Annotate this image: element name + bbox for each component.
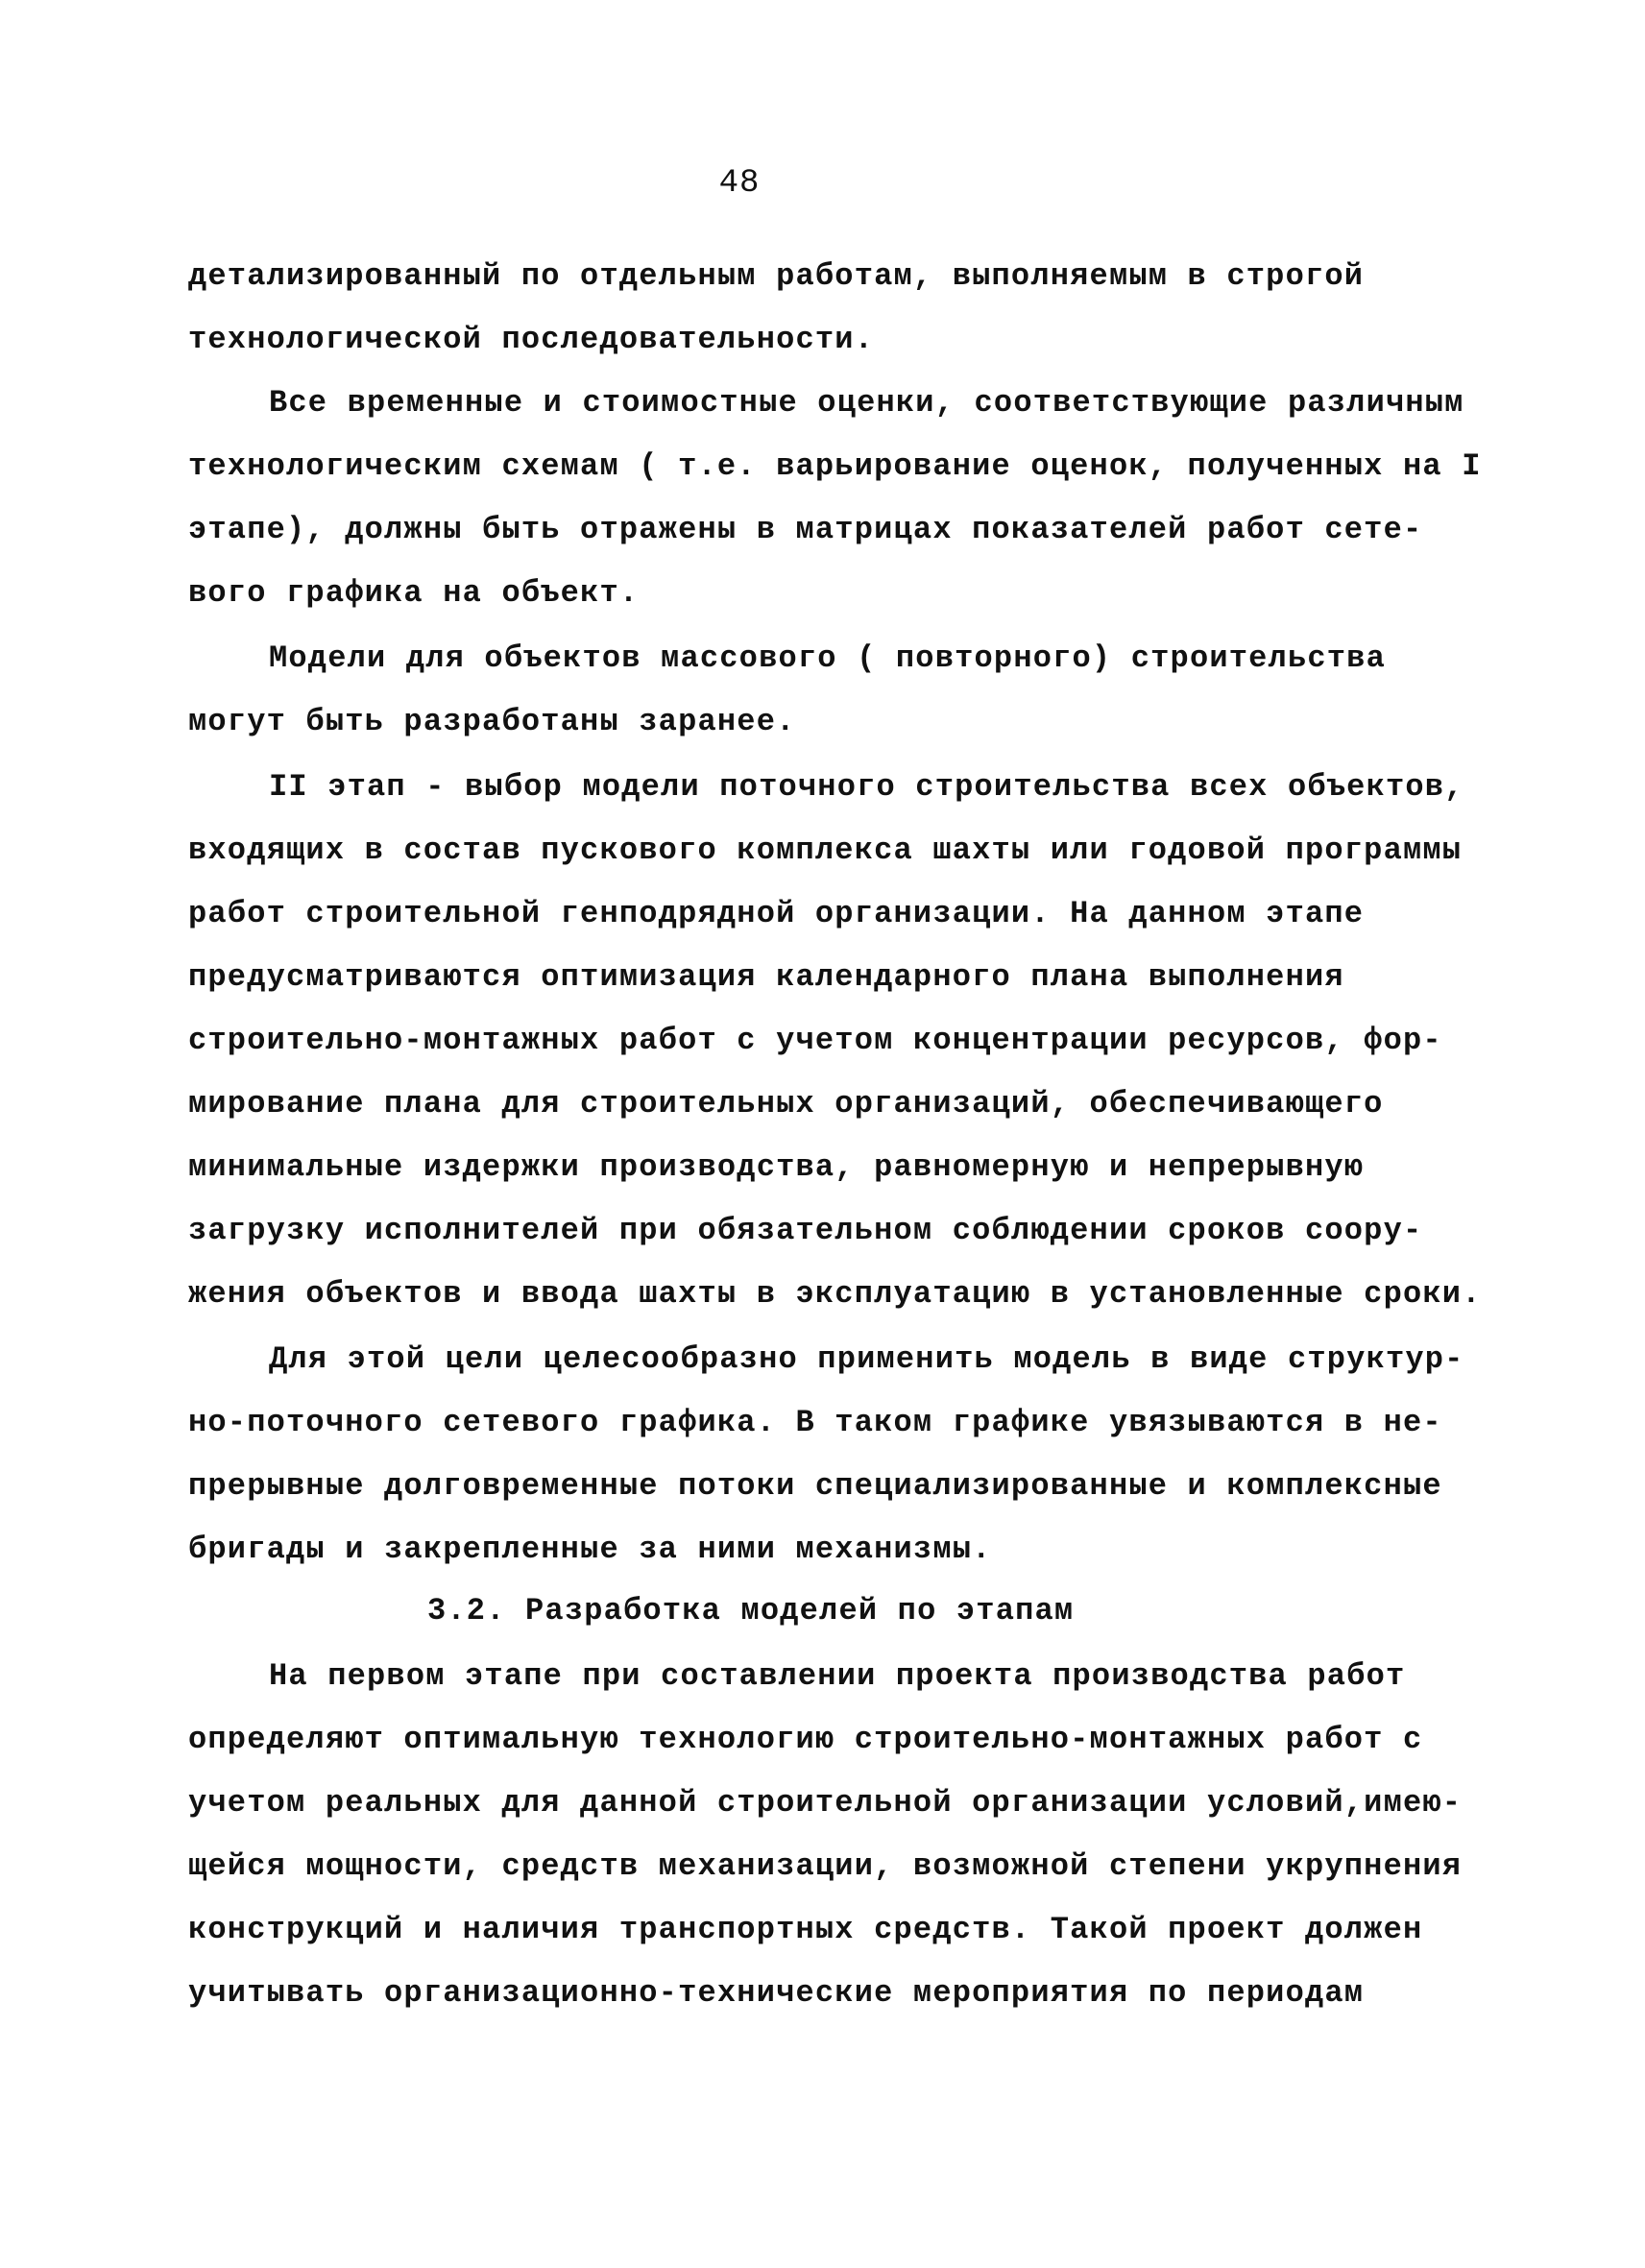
text-line: определяют оптимальную технологию строительно-монтажных работ с <box>188 1722 1423 1757</box>
text-line: предусматриваются оптимизация календарного плана выполнения <box>188 959 1344 995</box>
text-line: жения объектов и ввода шахты в эксплуатацию в установленные сроки. <box>188 1276 1482 1312</box>
text-line: могут быть разработаны заранее. <box>188 704 796 739</box>
text-line: детализированный по отдельным работам, выполняемым в строгой <box>188 258 1365 294</box>
text-line: технологическим схемам ( т.е. варьирование оценок, полученных на I <box>188 448 1482 484</box>
text-line: вого графика на объект. <box>188 575 640 611</box>
text-line: Для этой цели целесообразно применить модель в виде структур- <box>269 1341 1464 1377</box>
text-line: Модели для объектов массового ( повторного) строительства <box>269 640 1386 676</box>
text-line: строительно-монтажных работ с учетом концентрации ресурсов, фор- <box>188 1023 1442 1058</box>
text-line: минимальные издержки производства, равномерную и непрерывную <box>188 1149 1365 1185</box>
text-line: бригады и закрепленные за ними механизмы. <box>188 1532 992 1567</box>
text-line: II этап - выбор модели поточного строительства всех объектов, <box>269 769 1464 805</box>
text-line: этапе), должны быть отражены в матрицах показателей работ сете- <box>188 512 1423 547</box>
text-line: мирование плана для строительных организаций, обеспечивающего <box>188 1086 1384 1122</box>
text-line: конструкций и наличия транспортных средств. Такой проект должен <box>188 1912 1423 1947</box>
text-line: прерывные долговременные потоки специализированные и комплексные <box>188 1468 1442 1504</box>
text-line: учитывать организационно-технические мероприятия по периодам <box>188 1975 1365 2011</box>
text-line: загрузку исполнителей при обязательном соблюдении сроков соору- <box>188 1213 1423 1248</box>
text-line: технологической последовательности. <box>188 322 875 357</box>
text-line: работ строительной генподрядной организации. На данном этапе <box>188 896 1365 931</box>
text-line: учетом реальных для данной строительной организации условий,имею- <box>188 1785 1463 1821</box>
text-line: щейся мощности, средств механизации, возможной степени укрупнения <box>188 1848 1463 1884</box>
section-heading: 3.2. Разработка моделей по этапам <box>427 1593 1075 1629</box>
text-line: На первом этапе при составлении проекта производства работ <box>269 1658 1406 1694</box>
text-line: Все временные и стоимостные оценки, соответствующие различным <box>269 385 1464 421</box>
text-line: но-поточного сетевого графика. В таком графике увязываются в не- <box>188 1405 1442 1440</box>
page-number: 48 <box>718 165 761 202</box>
text-line: входящих в состав пускового комплекса шахты или годовой программы <box>188 832 1463 868</box>
